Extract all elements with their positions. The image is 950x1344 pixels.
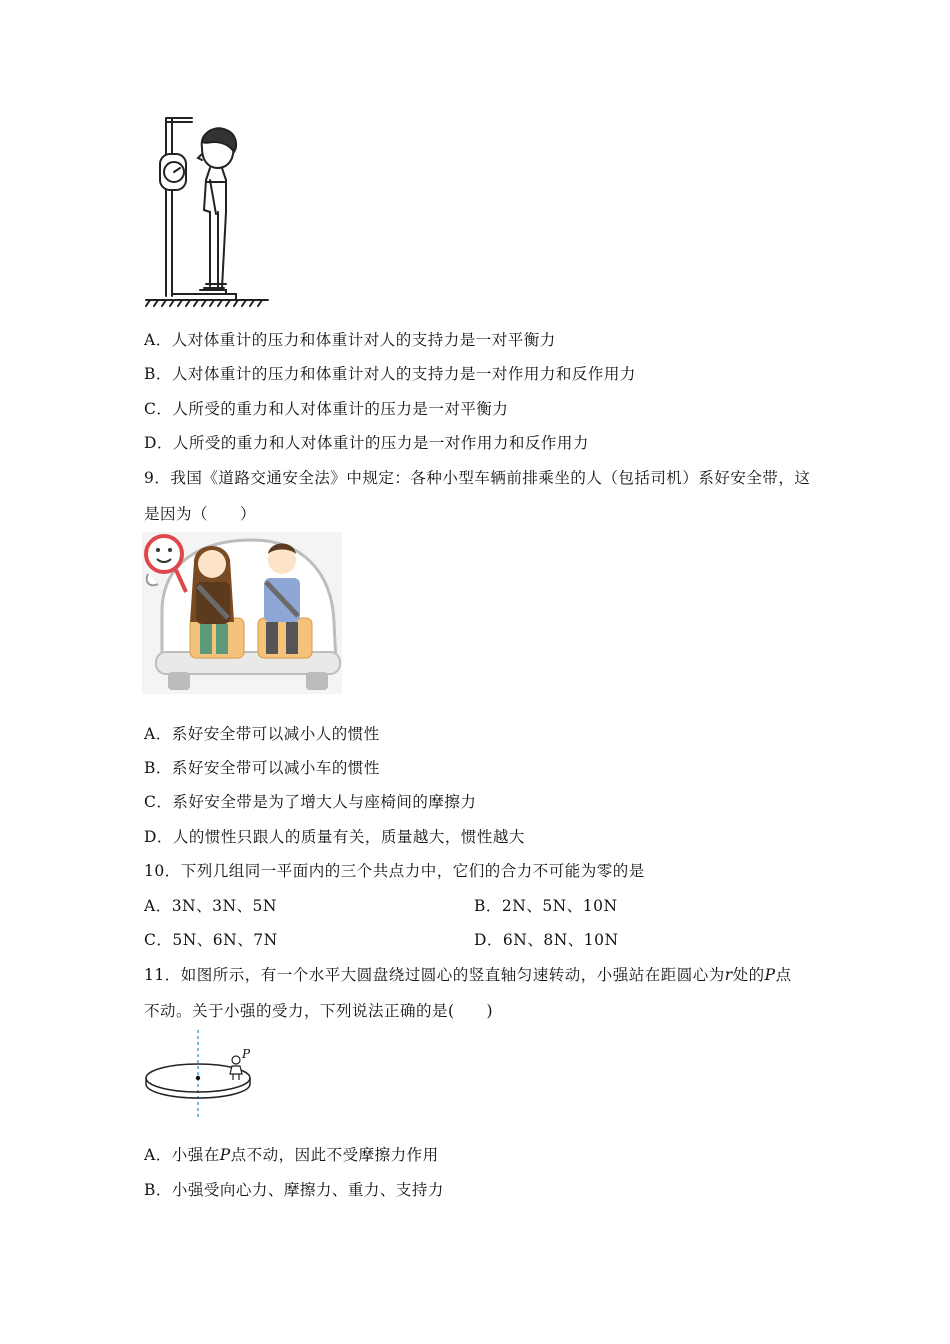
disc-label-p: P xyxy=(242,1047,251,1061)
q9-option-a: A．系好安全带可以减小人的惯性 xyxy=(144,725,380,743)
q11-option-a-text-a: A．小强在 xyxy=(144,1146,220,1164)
q11-stem-line2: 不动。关于小强的受力，下列说法正确的是( ) xyxy=(144,1002,494,1020)
rotating-disc-figure xyxy=(142,1030,258,1126)
q11-option-a-text-b: 点不动，因此不受摩擦力作用 xyxy=(230,1146,439,1164)
q11-stem-text-b: 处的 xyxy=(732,966,765,984)
q10-option-c: C．5N、6N、7N xyxy=(144,931,278,949)
q9-stem-line2: 是因为（ ） xyxy=(144,505,257,523)
q8-option-c: C．人所受的重力和人对体重计的压力是一对平衡力 xyxy=(144,400,509,418)
q11-option-a xyxy=(144,1143,439,1165)
q10-option-d: D．6N、8N、10N xyxy=(474,931,619,949)
q8-option-d: D．人所受的重力和人对体重计的压力是一对作用力和反作用力 xyxy=(144,434,589,452)
q9-stem-line1: 9．我国《道路交通安全法》中规定：各种小型车辆前排乘坐的人（包括司机）系好安全带，这 xyxy=(144,469,811,487)
q9-option-b: B．系好安全带可以减小车的惯性 xyxy=(144,759,380,777)
q11-stem-line1 xyxy=(144,963,792,985)
q10-option-b: B．2N、5N、10N xyxy=(474,897,618,915)
q9-option-d: D．人的惯性只跟人的质量有关，质量越大，惯性越大 xyxy=(144,828,525,846)
q10-option-a: A．3N、3N、5N xyxy=(144,897,277,915)
q11-option-b: B．小强受向心力、摩擦力、重力、支持力 xyxy=(144,1181,444,1199)
q8-option-a: A．人对体重计的压力和体重计对人的支持力是一对平衡力 xyxy=(144,331,556,349)
q11-stem-text-a: 11．如图所示，有一个水平大圆盘绕过圆心的竖直轴匀速转动，小强站在距圆心为 xyxy=(144,966,725,984)
q11-variable-r: r xyxy=(724,966,733,984)
q8-option-b: B．人对体重计的压力和体重计对人的支持力是一对作用力和反作用力 xyxy=(144,365,636,383)
q10-stem: 10．下列几组同一平面内的三个共点力中，它们的合力不可能为零的是 xyxy=(144,862,645,880)
q11-option-a-variable-p: P xyxy=(219,1146,231,1164)
scale-figure xyxy=(144,112,272,308)
q11-stem-text-c: 点 xyxy=(775,966,792,984)
seatbelt-figure xyxy=(142,532,342,694)
q11-variable-p: P xyxy=(764,966,776,984)
q9-option-c: C．系好安全带是为了增大人与座椅间的摩擦力 xyxy=(144,793,477,811)
